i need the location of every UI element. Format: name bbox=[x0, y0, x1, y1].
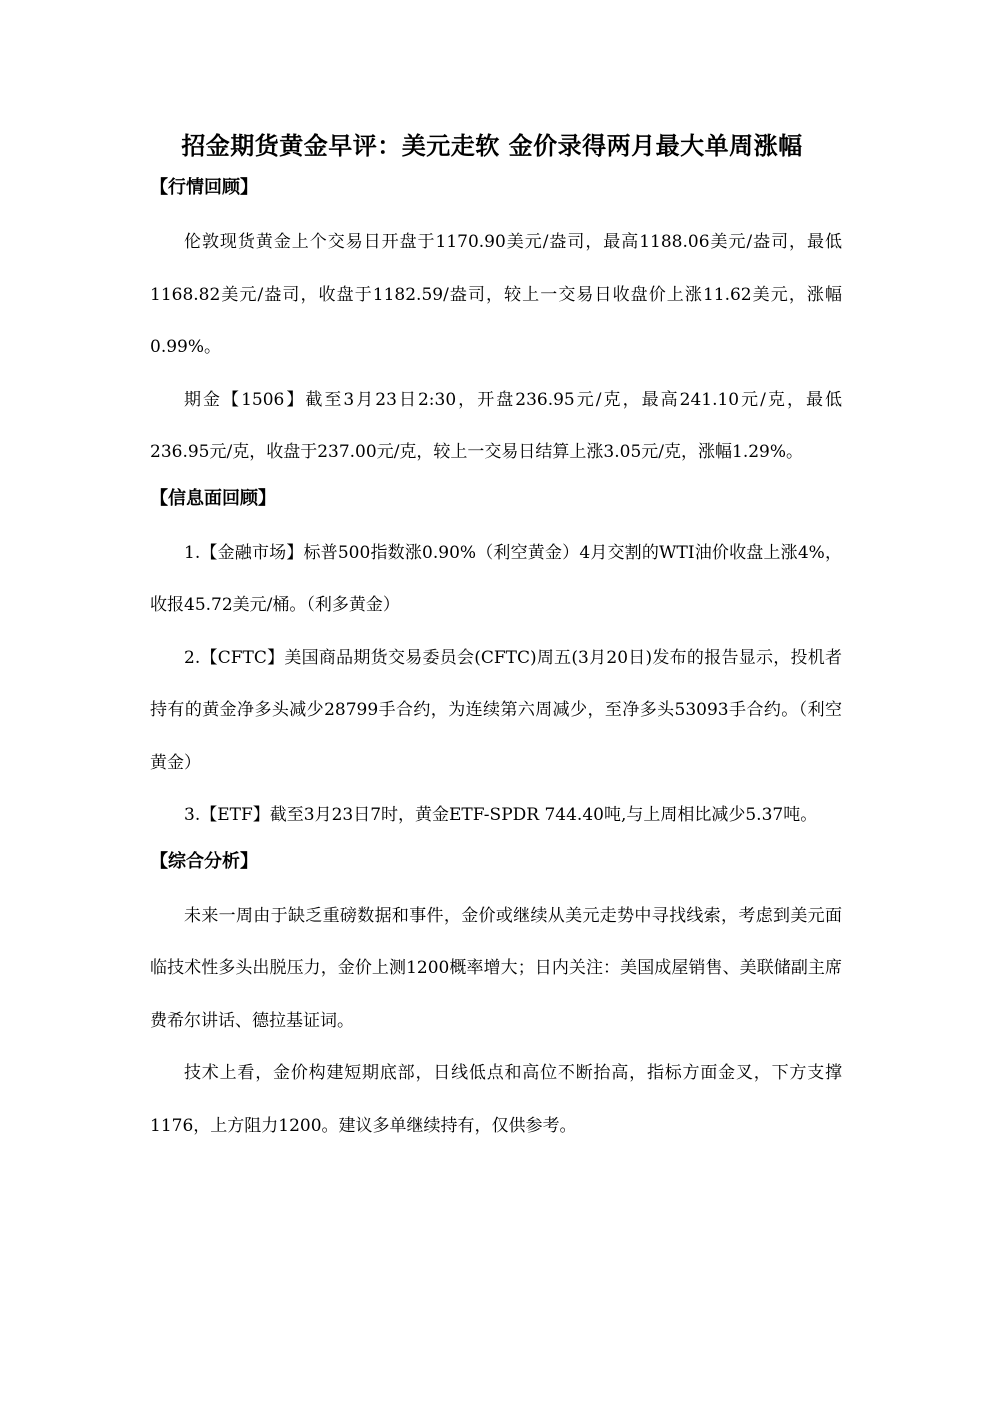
paragraph-financial-markets: 1.【金融市场】标普500指数涨0.90%（利空黄金）4月交割的WTI油价收盘上涨4%，收报45.72美元/桶。（利多黄金） bbox=[150, 542, 842, 615]
document-page bbox=[150, 128, 842, 1152]
paragraph-etf-holdings: 3.【ETF】截至3月23日7时，黄金ETF-SPDR 744.40吨,与上周相比减少5.37吨。 bbox=[184, 805, 818, 825]
section-heading-market-review: 【行情回顾】 bbox=[150, 177, 258, 198]
paragraph-gold-futures-1506: 期金【1506】截至3月23日2:30，开盘236.95元/克，最高241.10元/克，最低236.95元/克，收盘于237.00元/克，较上一交易日结算上涨3.05元/克，涨幅1.29%。 bbox=[150, 389, 842, 462]
paragraph-cftc-report: 2.【CFTC】美国商品期货交易委员会(CFTC)周五(3月20日)发布的报告显示，投机者持有的黄金净多头减少28799手合约，为连续第六周减少，至净多头53093手合约。（利空黄金） bbox=[150, 647, 842, 773]
paragraph-technical-view: 技术上看，金价构建短期底部，日线低点和高位不断抬高，指标方面金叉，下方支撑1176，上方阻力1200。建议多单继续持有，仅供参考。 bbox=[150, 1063, 842, 1136]
section-heading-news-review: 【信息面回顾】 bbox=[150, 487, 276, 509]
document-title: 招金期货黄金早评：美元走软 金价录得两月最大单周涨幅 bbox=[181, 132, 803, 160]
section-heading-analysis: 【综合分析】 bbox=[150, 850, 258, 872]
paragraph-london-spot-gold: 伦敦现货黄金上个交易日开盘于1170.90美元/盎司，最高1188.06美元/盎司，最低1168.82美元/盎司，收盘于1182.59/盎司，较上一交易日收盘价上涨11.62美元，涨幅0.99%。 bbox=[150, 232, 842, 357]
paragraph-outlook: 未来一周由于缺乏重磅数据和事件，金价或继续从美元走势中寻找线索，考虑到美元面临技术性多头出脱压力，金价上测1200概率增大；日内关注：美国成屋销售、美联储副主席费希尔讲话、德拉基证词。 bbox=[150, 905, 842, 1031]
